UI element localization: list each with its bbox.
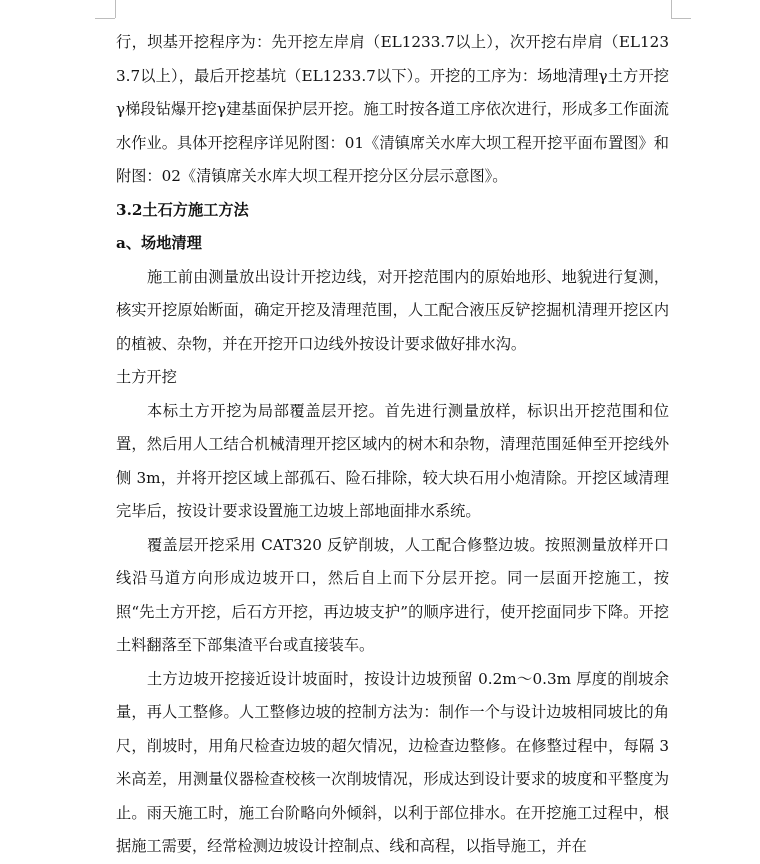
document-body bbox=[116, 26, 669, 864]
paragraph-overburden-excavation: 覆盖层开挖采用 CAT320 反铲削坡，人工配合修整边坡。按照测量放样开口线沿马道方向形成边坡开口，然后自上而下分层开挖。同一层面开挖施工，按照“先土方开挖，后石方开挖，再边坡支护”的顺序进行，使开挖面同步下降。开挖土料翻落至下部集渣平台或直接装车。 bbox=[116, 535, 669, 654]
paragraph-slope-trimming: 土方边坡开挖接近设计坡面时，按设计边坡预留 0.2m～0.3m 厚度的削坡余量，再人工整修。人工整修边坡的控制方法为：制作一个与设计边坡相同坡比的角尺，削坡时，用角尺检查边坡的超欠情况，边检查边整修。在修整过程中，每隔 3 米高差，用测量仪器检查校核一次削坡情况，形成达到设计要求的坡度和平整度为止。雨天施工时，施工台阶略向外倾斜，以利于部位排水。在开挖施工过程中，根据施工需要，经常检测边坡设计控制点、线和高程，以指导施工，并在 bbox=[116, 669, 669, 855]
crop-mark-top-right-horizontal bbox=[671, 18, 691, 19]
section-heading: 3.2土石方施工方法 bbox=[116, 200, 249, 219]
crop-mark-top-left-vertical bbox=[115, 0, 116, 18]
crop-mark-top-right-vertical bbox=[671, 0, 672, 18]
subheading-earth-excavation: 土方开挖 bbox=[116, 368, 177, 386]
crop-mark-top-left-horizontal bbox=[95, 18, 115, 19]
paragraph-earth-excavation: 本标土方开挖为局部覆盖层开挖。首先进行测量放样，标识出开挖范围和位置，然后用人工结合机械清理开挖区域内的树木和杂物，清理范围延伸至开挖线外侧 3m，并将开挖区域上部孤石、险石排除，较大块石用小炮清除。开挖区域清理完毕后，按设计要求设置施工边坡上部地面排水系统。 bbox=[116, 401, 669, 520]
paragraph-site-clearing: 施工前由测量放出设计开挖边线，对开挖范围内的原始地形、地貌进行复测，核实开挖原始断面，确定开挖及清理范围，人工配合液压反铲挖掘机清理开挖区内的植被、杂物，并在开挖开口边线外按设计要求做好排水沟。 bbox=[116, 267, 669, 353]
paragraph-excavation-sequence: 行，坝基开挖程序为：先开挖左岸肩（EL1233.7以上），次开挖右岸肩（EL1233.7以上），最后开挖基坑（EL1233.7以下）。开挖的工序为：场地清理γ土方开挖γ梯段钻爆开挖γ建基面保护层开挖。施工时按各道工序依次进行，形成多工作面流水作业。具体开挖程序详见附图：01《清镇席关水库大坝工程开挖平面布置图》和附图：02《清镇席关水库大坝工程开挖分区分层示意图》。 bbox=[116, 33, 669, 185]
subheading-site-clearing: a、场地清理 bbox=[116, 234, 202, 252]
